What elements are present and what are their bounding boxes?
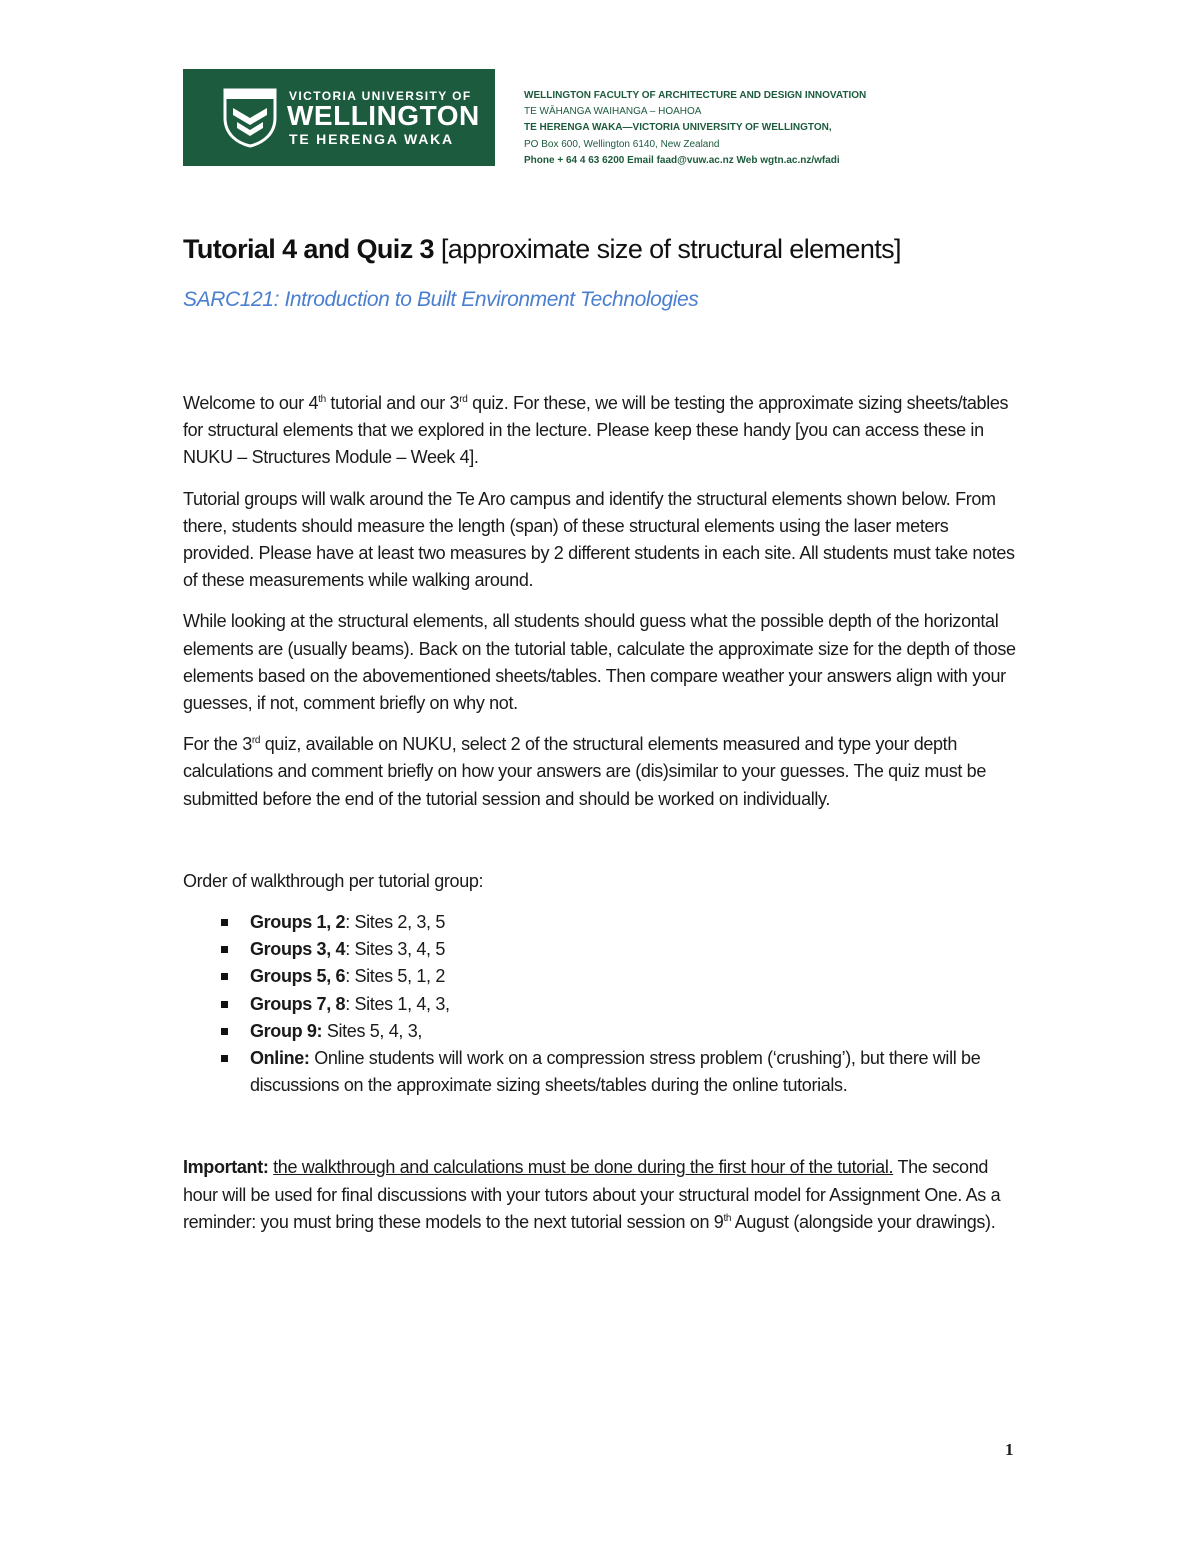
list-item (183, 909, 1023, 936)
group-label: Groups 5, 6 (250, 966, 346, 987)
group-sites: : Sites 2, 3, 5 (345, 912, 445, 933)
text-span: The second hour will be used for final discussions with your tutors about your structural model for Assignment One. As a reminder: you must bring these models to the next tutorial session on 9 (183, 1157, 1001, 1232)
text-span: August (alongside your drawings). (731, 1211, 996, 1232)
title-rest: [approximate size of structural elements] (433, 234, 901, 264)
important-paragraph (183, 1154, 1023, 1236)
text-span: quiz. For these, we will be testing the approximate sizing sheets/tables for structural elements that we explored in the lecture. Please keep these handy [you can access these in NUKU – Structures Module – Week 4]. (183, 393, 1009, 468)
superscript: th (318, 394, 326, 405)
address-line1: WELLINGTON FACULTY OF ARCHITECTURE AND DESIGN INNOVATION (524, 90, 867, 101)
faculty-address (524, 88, 866, 169)
logo-text-line3: TE HERENGA WAKA (289, 131, 454, 147)
list-item (183, 1018, 1023, 1045)
list-item (183, 936, 1023, 963)
document-body (183, 390, 1023, 1250)
page-number: 1 (1005, 1440, 1014, 1459)
page-title (183, 234, 901, 265)
group-sites: Sites 5, 4, 3, (322, 1020, 423, 1041)
bullet-icon (221, 946, 228, 953)
text-span: quiz, available on NUKU, select 2 of the structural elements measured and type your depth calculations and comment briefly on how your answers are (dis)similar to your guesses. The quiz must be submitted before the end of the tutorial session and should be worked on individually. (183, 734, 986, 809)
group-label: Online: (250, 1048, 310, 1069)
guess-paragraph: While looking at the structural elements, all students should guess what the possible depth of the horizontal elements are (usually beams). Back on the tutorial table, calculate the approximate size for the depth of those elements based on the abovementioned sheets/tables. Then compare weather your answers align with your guesses, if not, comment briefly on why not. (183, 611, 1016, 714)
group-sites: : Sites 3, 4, 5 (345, 939, 445, 960)
group-label: Groups 7, 8 (250, 993, 346, 1014)
group-label: Groups 3, 4 (250, 939, 346, 960)
logo-text-line2: WELLINGTON (287, 100, 480, 131)
address-line3: TE HERENGA WAKA—VICTORIA UNIVERSITY OF WELLINGTON, (524, 122, 832, 134)
walk-paragraph: Tutorial groups will walk around the Te Aro campus and identify the structural elements shown below. From there, students should measure the length (span) of these structural elements using the laser meters provided. Please have at least two measures by 2 different students in each site. All students must take notes of these measurements while walking around. (183, 488, 1015, 591)
list-item (183, 1045, 1023, 1099)
course-subtitle: SARC121: Introduction to Built Environment Technologies (183, 288, 699, 311)
title-bold: Tutorial 4 and Quiz 3 (183, 234, 434, 264)
intro-paragraph (183, 390, 1023, 472)
quiz-paragraph (183, 731, 1023, 813)
bullet-icon (221, 1001, 228, 1008)
university-logo (183, 69, 495, 166)
address-line4: PO Box 600, Wellington 6140, New Zealand (524, 138, 720, 150)
address-line5: Phone + 64 4 63 6200 Email faad@vuw.ac.nz Web wgtn.ac.nz/wfadi (524, 154, 840, 166)
text-span: Welcome to our 4 (183, 393, 319, 413)
bullet-icon (221, 1028, 228, 1035)
important-underlined: the walkthrough and calculations must be done during the first hour of the tutorial. (273, 1157, 894, 1178)
group-list (183, 909, 1023, 1099)
group-sites: : Sites 1, 4, 3, (345, 993, 450, 1014)
bullet-icon (221, 973, 228, 980)
order-heading: Order of walkthrough per tutorial group: (183, 870, 484, 891)
group-label: Group 9: (250, 1020, 323, 1041)
list-item (183, 991, 1023, 1018)
important-label: Important: (183, 1157, 269, 1178)
superscript: th (723, 1212, 732, 1224)
group-label: Groups 1, 2 (250, 912, 346, 933)
list-item (183, 963, 1023, 990)
superscript: rd (459, 394, 468, 405)
bullet-icon (221, 1055, 228, 1062)
address-line2: TE WĀHANGA WAIHANGA – HOAHOA (524, 106, 702, 118)
university-crest-icon (223, 88, 277, 148)
group-sites: Online students will work on a compression stress problem (‘crushing’), but there will be discussions on the approximate sizing sheets/tables during the online tutorials. (250, 1048, 981, 1096)
superscript: rd (251, 735, 261, 747)
logo-text-line1: VICTORIA UNIVERSITY OF (289, 89, 472, 103)
text-span: For the 3 (183, 734, 252, 755)
group-sites: : Sites 5, 1, 2 (345, 966, 445, 987)
bullet-icon (221, 919, 228, 926)
text-span: tutorial and our 3 (325, 393, 460, 413)
